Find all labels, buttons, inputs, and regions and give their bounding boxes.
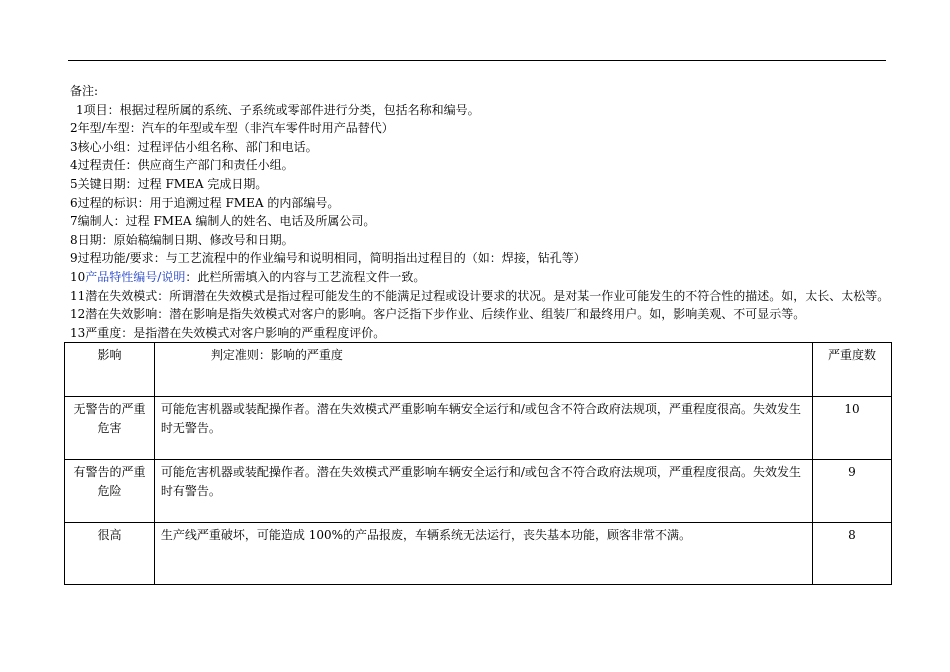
severity-table (64, 342, 892, 585)
note-item-1: 1项目：根据过程所属的系统、子系统或零部件进行分类，包括名称和编号。 (76, 102, 480, 117)
notes-title: 备注: (70, 84, 99, 98)
row-rating: 8 (812, 523, 891, 585)
note-item-8: 8日期：原始稿编制日期、修改号和日期。 (70, 232, 294, 247)
row-rating: 9 (812, 460, 891, 523)
note-item-9: 9过程功能/要求：与工艺流程中的作业编号和说明相同，简明指出过程目的（如：焊接，钻孔等） (70, 251, 586, 266)
note-item-5: 5关键日期：过程 FMEA 完成日期。 (70, 176, 268, 191)
table-row (65, 523, 892, 585)
table-header-row (65, 343, 892, 397)
header-criteria: 判定准则：影响的严重度 (154, 343, 812, 397)
highlighted-label: 产品特性编号/说明 (85, 269, 186, 284)
note-item-10: 10产品特性编号/说明：此栏所需填入的内容与工艺流程文件一致。 (70, 269, 426, 284)
note-item-2: 2年型/车型：汽车的年型或车型（非汽车零件时用产品替代） (70, 121, 394, 136)
row-rating: 10 (812, 397, 891, 460)
row-effect: 无警告的严重危害 (65, 397, 155, 460)
note-item-7: 7编制人：过程 FMEA 编制人的姓名、电话及所属公司。 (70, 214, 376, 229)
table-row (65, 397, 892, 460)
note-item-4: 4过程责任：供应商生产部门和责任小组。 (70, 158, 294, 173)
note-item-6: 6过程的标识：用于追溯过程 FMEA 的内部编号。 (70, 195, 340, 210)
table-row (65, 460, 892, 523)
row-effect: 很高 (65, 523, 155, 585)
row-criteria: 可能危害机器或装配操作者。潜在失效模式严重影响车辆安全运行和/或包含不符合政府法规项，严重程度很高。失效发生时有警告。 (154, 460, 812, 523)
row-effect: 有警告的严重危险 (65, 460, 155, 523)
note-item-3: 3核心小组：过程评估小组名称、部门和电话。 (70, 139, 318, 154)
note-item-13: 13严重度：是指潜在失效模式对客户影响的严重程度评价。 (70, 325, 386, 340)
note-item-12: 12潜在失效影响：潜在影响是指失效模式对客户的影响。客户泛指下步作业、后续作业、组装厂和最终用户。如，影响美观、不可显示等。 (70, 307, 806, 322)
header-rating: 严重度数 (812, 343, 891, 397)
notes-section (70, 82, 890, 342)
header-effect: 影响 (65, 343, 155, 397)
row-criteria: 可能危害机器或装配操作者。潜在失效模式严重影响车辆安全运行和/或包含不符合政府法规项，严重程度很高。失效发生时无警告。 (154, 397, 812, 460)
top-rule (68, 60, 886, 61)
row-criteria: 生产线严重破坏，可能造成 100%的产品报废，车辆系统无法运行，丧失基本功能，顾客非常不满。 (154, 523, 812, 585)
note-item-11: 11潜在失效模式：所谓潜在失效模式是指过程可能发生的不能满足过程或设计要求的状况。是对某一作业可能发生的不符合性的描述。如，太长、太松等。 (70, 288, 890, 303)
